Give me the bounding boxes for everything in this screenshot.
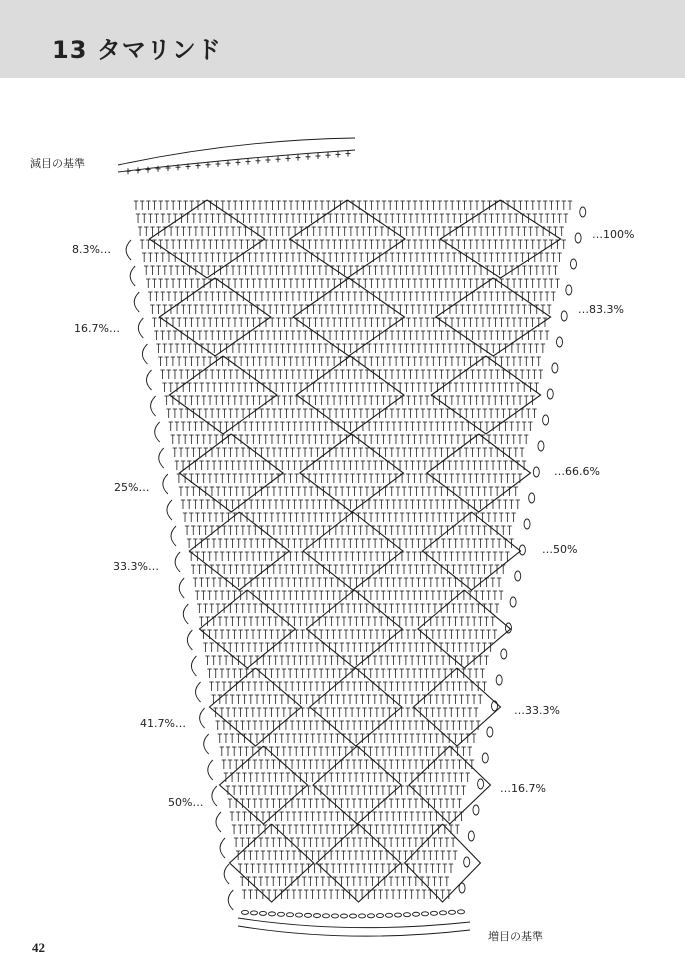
left-percent-label: 16.7%… — [74, 322, 120, 335]
left-percent-label: 50%… — [168, 796, 204, 809]
page-number: 42 — [32, 940, 45, 955]
top-base-label: 減目の基準 — [30, 157, 85, 170]
right-percent-label: …66.6% — [554, 465, 600, 478]
left-percent-label: 8.3%… — [72, 243, 111, 256]
bottom-base-band — [238, 910, 470, 936]
right-percent-label: …100% — [592, 228, 635, 241]
right-percent-label: …50% — [542, 543, 578, 556]
bottom-base-label: 増目の基準 — [488, 930, 543, 943]
left-percent-label: 41.7%… — [140, 717, 186, 730]
right-percent-label: …83.3% — [578, 303, 624, 316]
page-title: 13 タマリンド — [52, 36, 222, 64]
left-percent-label: 25%… — [114, 481, 150, 494]
right-percent-label: …33.3% — [514, 704, 560, 717]
top-base-band — [118, 138, 355, 174]
left-percent-label: 33.3%… — [113, 560, 159, 573]
right-percent-label: …16.7% — [500, 782, 546, 795]
